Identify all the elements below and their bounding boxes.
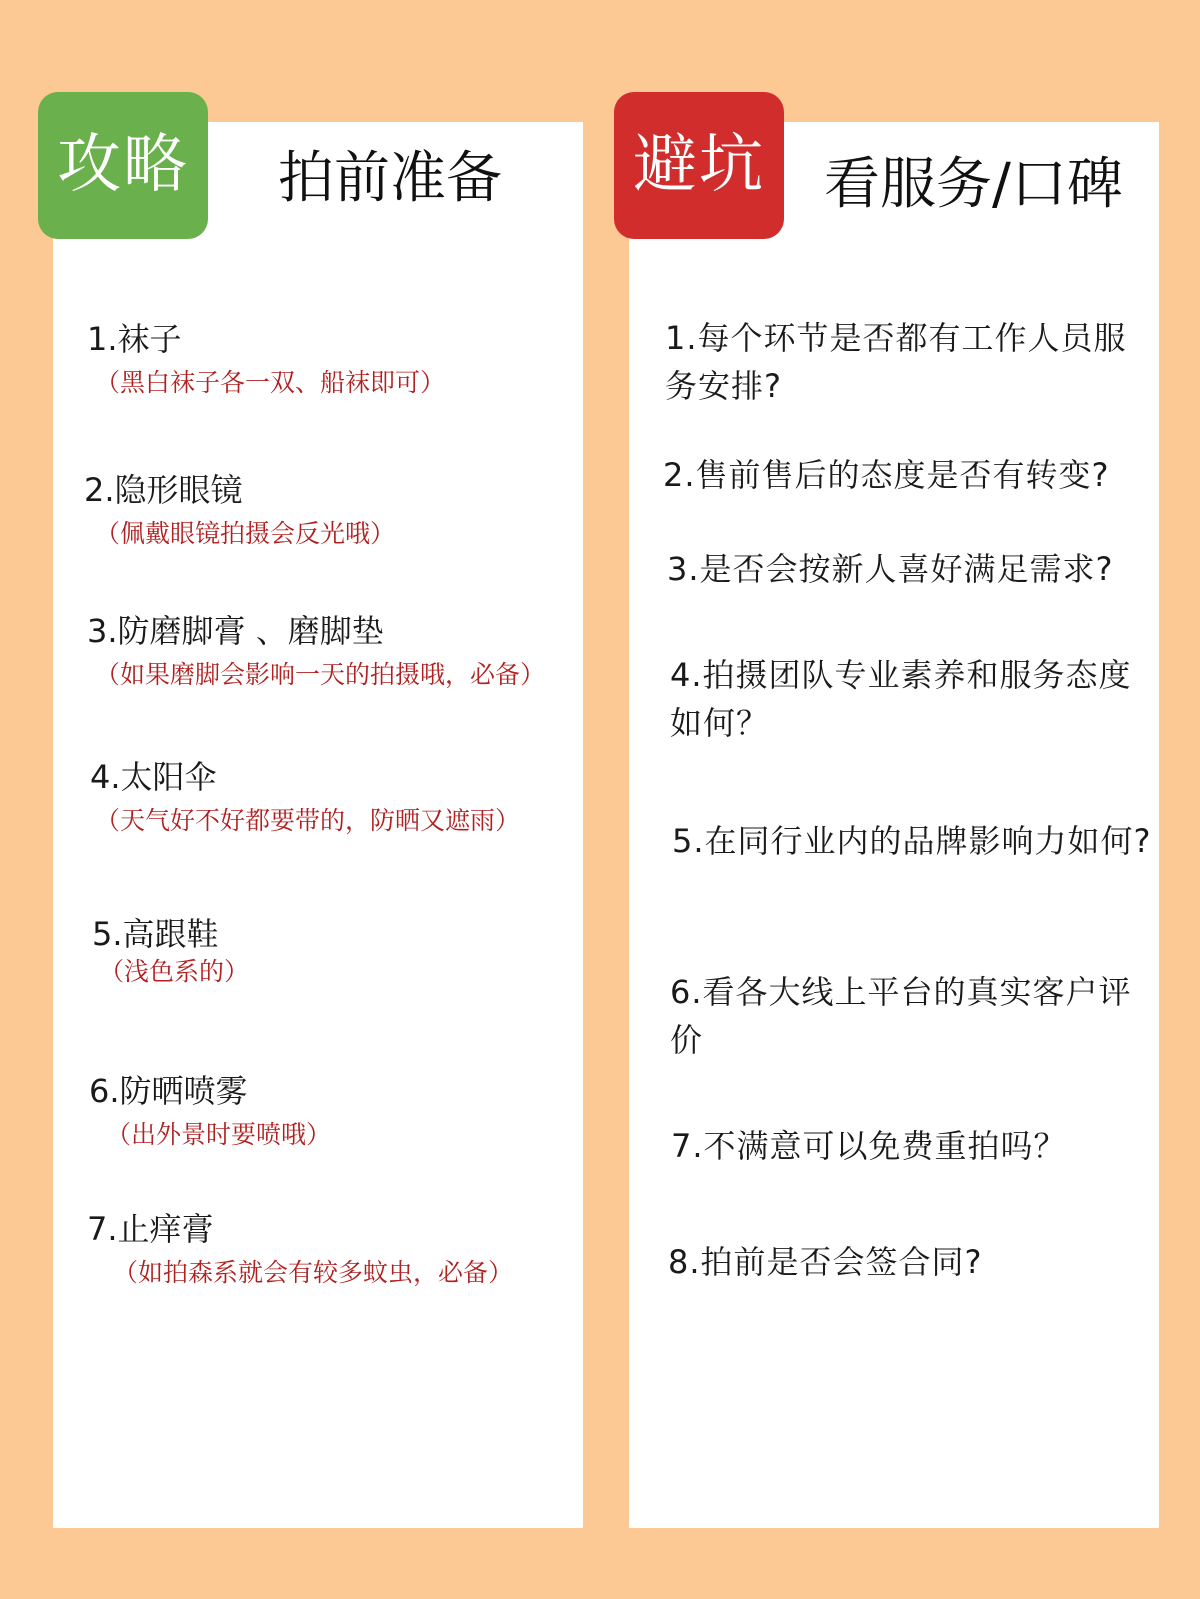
prep-item-title: 1.袜子 <box>87 320 182 358</box>
prep-item-umbrella <box>90 756 590 838</box>
prep-item-blister-care <box>87 610 587 692</box>
prep-item-title: 7.止痒膏 <box>87 1210 214 1248</box>
prep-item-contact-lenses <box>84 469 584 551</box>
avoid-pitfalls-badge: 避坑 <box>614 92 784 239</box>
prep-item-title: 2.隐形眼镜 <box>84 471 243 509</box>
prep-item-note: （浅色系的） <box>99 957 250 986</box>
preparation-heading: 拍前准备 <box>278 146 502 211</box>
question-item: 8.拍前是否会签合同? <box>668 1243 983 1281</box>
service-reputation-heading: 看服务/口碑 <box>824 152 1123 217</box>
prep-item-note: （天气好不好都要带的，防晒又遮雨） <box>95 806 521 835</box>
question-item: 3.是否会按新人喜好满足需求? <box>667 550 1114 588</box>
prep-item-sunscreen-spray <box>89 1070 589 1152</box>
prep-item-note: （如拍森系就会有较多蚊虫，必备） <box>113 1258 514 1287</box>
prep-item-high-heels <box>92 913 592 989</box>
question-item: 6.看各大线上平台的真实客户评价 <box>670 973 1132 1059</box>
prep-item-anti-itch-cream <box>87 1208 587 1290</box>
prep-item-title: 4.太阳伞 <box>90 758 217 796</box>
prep-item-socks <box>87 318 587 400</box>
prep-item-note: （如果磨脚会影响一天的拍摄哦，必备） <box>95 660 546 689</box>
question-item: 2.售前售后的态度是否有转变? <box>663 456 1110 494</box>
prep-item-note: （黑白袜子各一双、船袜即可） <box>95 368 446 397</box>
question-item: 4.拍摄团队专业素养和服务态度如何？ <box>670 656 1132 742</box>
strategy-badge: 攻略 <box>38 92 208 239</box>
prep-item-note: （出外景时要喷哦） <box>106 1120 332 1149</box>
question-item: 5.在同行业内的品牌影响力如何? <box>672 822 1152 860</box>
question-item: 1.每个环节是否都有工作人员服务安排? <box>665 319 1127 405</box>
prep-item-note: （佩戴眼镜拍摄会反光哦） <box>95 519 396 548</box>
prep-item-title: 5.高跟鞋 <box>92 915 219 953</box>
prep-item-title: 6.防晒喷雾 <box>89 1072 248 1110</box>
prep-item-title: 3.防磨脚膏 、磨脚垫 <box>87 612 384 650</box>
question-item: 7.不满意可以免费重拍吗？ <box>671 1127 1067 1165</box>
